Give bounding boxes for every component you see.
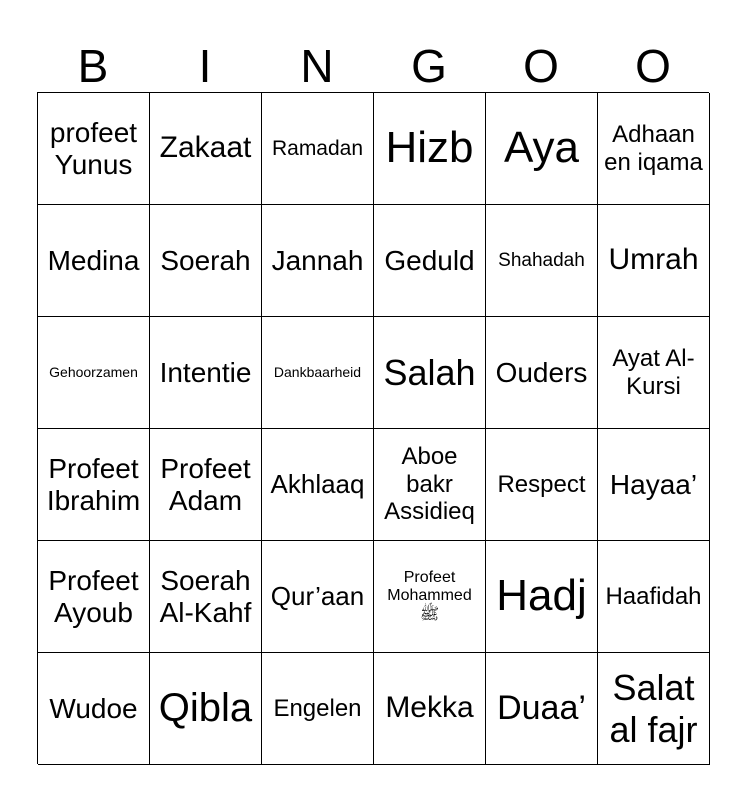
bingo-cell[interactable]: Gehoorzamen <box>38 317 150 429</box>
bingo-cell[interactable]: Mekka <box>374 653 486 765</box>
header-letter-i: I <box>198 40 212 92</box>
header-letter-b: B <box>77 40 109 92</box>
header-letter-g: G <box>411 40 447 92</box>
bingo-cell[interactable]: Hayaa’ <box>598 429 710 541</box>
bingo-cell[interactable]: Umrah <box>598 205 710 317</box>
bingo-cell[interactable]: Intentie <box>150 317 262 429</box>
bingo-cell[interactable]: Ayat Al-Kursi <box>598 317 710 429</box>
bingo-cell[interactable]: Hadj <box>486 541 598 653</box>
bingo-cell[interactable]: Engelen <box>262 653 374 765</box>
bingo-header <box>37 38 709 94</box>
bingo-cell[interactable]: Profeet Ibrahim <box>38 429 150 541</box>
bingo-cell[interactable]: Salat al fajr <box>598 653 710 765</box>
bingo-cell[interactable]: Profeet Ayoub <box>38 541 150 653</box>
bingo-cell[interactable]: Hizb <box>374 93 486 205</box>
bingo-cell[interactable]: Jannah <box>262 205 374 317</box>
bingo-cell[interactable]: Qibla <box>150 653 262 765</box>
bingo-cell[interactable]: Duaa’ <box>486 653 598 765</box>
bingo-cell[interactable]: Wudoe <box>38 653 150 765</box>
bingo-cell[interactable]: Medina <box>38 205 150 317</box>
bingo-cell[interactable]: Qur’aan <box>262 541 374 653</box>
bingo-cell[interactable]: Akhlaaq <box>262 429 374 541</box>
bingo-cell[interactable]: Profeet Mohammed ﷺ <box>374 541 486 653</box>
header-letter-o-2: O <box>635 40 671 92</box>
bingo-cell[interactable]: Adhaan en iqama <box>598 93 710 205</box>
bingo-cell[interactable]: Shahadah <box>486 205 598 317</box>
bingo-cell[interactable]: Aboe bakr Assidieq <box>374 429 486 541</box>
bingo-cell[interactable]: Salah <box>374 317 486 429</box>
bingo-cell[interactable]: Ramadan <box>262 93 374 205</box>
bingo-cell[interactable]: Haafidah <box>598 541 710 653</box>
bingo-cell[interactable]: Profeet Adam <box>150 429 262 541</box>
bingo-cell[interactable]: Geduld <box>374 205 486 317</box>
bingo-cell[interactable]: Ouders <box>486 317 598 429</box>
bingo-cell[interactable]: Dankbaarheid <box>262 317 374 429</box>
bingo-cell[interactable]: Aya <box>486 93 598 205</box>
bingo-cell[interactable]: Soerah <box>150 205 262 317</box>
bingo-cell[interactable]: Zakaat <box>150 93 262 205</box>
header-letter-o: O <box>523 40 559 92</box>
bingo-grid <box>37 92 709 764</box>
bingo-cell[interactable]: Soerah Al-Kahf <box>150 541 262 653</box>
bingo-cell[interactable]: Respect <box>486 429 598 541</box>
bingo-cell[interactable]: profeet Yunus <box>38 93 150 205</box>
header-letter-n: N <box>300 40 334 92</box>
